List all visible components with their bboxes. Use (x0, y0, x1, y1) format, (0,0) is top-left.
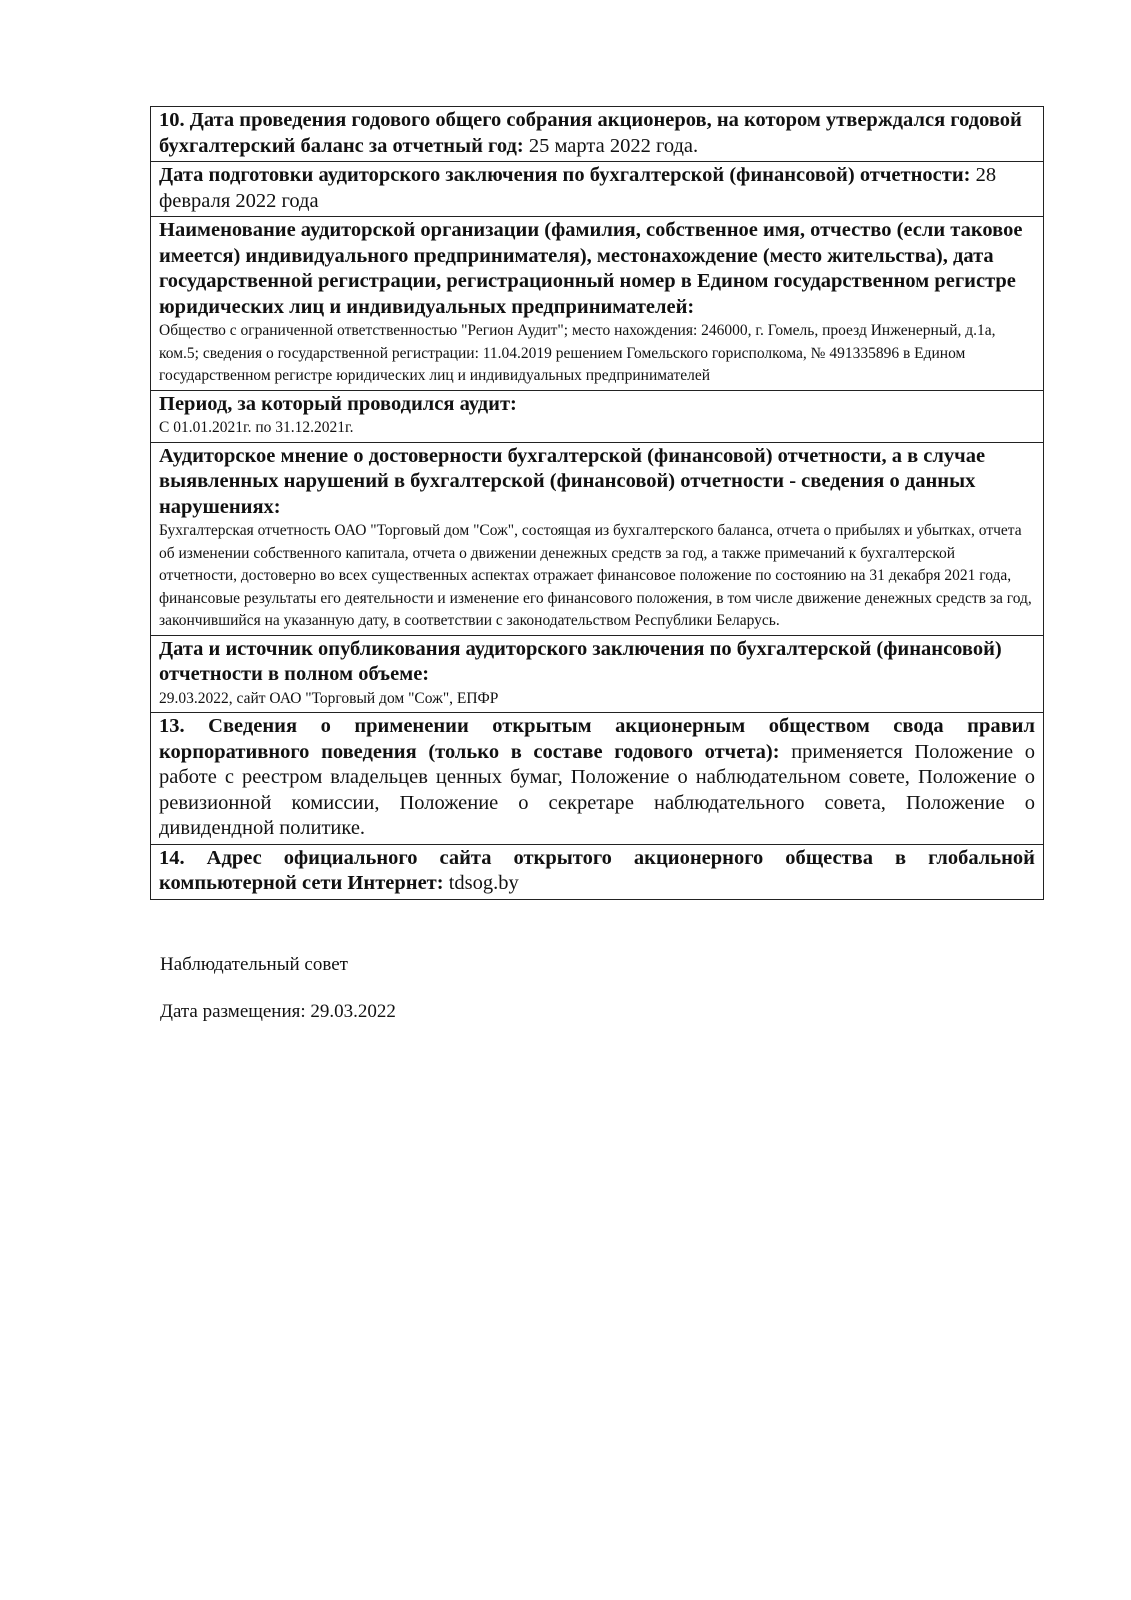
row-audit-org (151, 216, 1043, 390)
agm-date-heading: 10. Дата проведения годового общего собрания акционеров, на котором утверждался годовой бухгалтерский баланс за отчетный год: (159, 109, 1022, 157)
row-agm-date (151, 107, 1043, 161)
row-audit-period (151, 390, 1043, 442)
audit-opinion-heading: Аудиторское мнение о достоверности бухгалтерской (финансовой) отчетности, а в случае выявленных нарушений в бухгалтерской (финансовой) отчетности - сведения о данных нарушениях: (159, 444, 986, 518)
audit-period-heading: Период, за который проводился аудит: (159, 392, 517, 415)
row-website (151, 844, 1043, 899)
website-value: tdsog.by (443, 872, 519, 894)
row-corporate-governance (151, 712, 1043, 844)
row-publication (151, 635, 1043, 713)
audit-org-value: Общество с ограниченной ответственностью "Регион Аудит"; место нахождения: 246000, г. Гомель, проезд Инженерный, д.1а, ком.5; сведения о государственной регистрации: 11.04.2019 решением Гомельского горисполкома, № 491335896 в Едином государственном регистре юридических лиц и индивидуальных предпринимателей (159, 322, 996, 384)
supervisory-board-signature: Наблюдательный совет (160, 954, 348, 975)
audit-report-date-value: 28 февраля 2022 года (159, 164, 997, 212)
placement-date: Дата размещения: 29.03.2022 (160, 1001, 396, 1022)
corporate-governance-value: применяется Положение о работе с реестром владельцев ценных бумаг, Положение о наблюдательном совете, Положение о ревизионной комиссии, Положение о секретаре наблюдательного совета, Положение о дивидендной политике. (159, 740, 1035, 839)
audit-report-date-heading: Дата подготовки аудиторского заключения по бухгалтерской (финансовой) отчетности: (159, 164, 971, 186)
publication-heading: Дата и источник опубликования аудиторского заключения по бухгалтерской (финансовой) отчетности в полном объеме: (159, 637, 1002, 685)
website-heading: 14. Адрес официального сайта открытого акционерного общества в глобальной компьютерной сети Интернет: (159, 846, 1035, 894)
agm-date-value: 25 марта 2022 года. (523, 134, 699, 157)
info-table (150, 106, 1044, 900)
row-audit-report-date (151, 161, 1043, 216)
corporate-governance-heading: 13. Сведения о применении открытым акционерным обществом свода правил корпоративного поведения (только в составе годового отчета): (159, 715, 1035, 763)
audit-org-heading: Наименование аудиторской организации (фамилия, собственное имя, отчество (если таковое имеется) индивидуального предпринимателя), местонахождение (место жительства), дата государственной регистрации, регистрационный номер в Едином государственном регистре юридических лиц и индивидуальных предпринимателей: (159, 219, 1023, 318)
row-audit-opinion (151, 442, 1043, 635)
audit-opinion-value: Бухгалтерская отчетность ОАО "Торговый дом "Сож", состоящая из бухгалтерского баланса, отчета о прибылях и убытках, отчета об изменении собственного капитала, отчета о движении денежных средств за год, а также примечаний к бухгалтерской отчетности, достоверно во всех существенных аспектах отражает финансовое положение по состоянию на 31 декабря 2021 года, финансовые результаты его деятельности и изменение его финансового положения, в том числе движение денежных средств за год, закончившийся на указанную дату, в соответствии с законодательством Республики Беларусь. (159, 522, 1032, 629)
publication-value: 29.03.2022, сайт ОАО "Торговый дом "Сож", ЕПФР (159, 689, 499, 707)
audit-period-value: С 01.01.2021г. по 31.12.2021г. (159, 419, 354, 436)
